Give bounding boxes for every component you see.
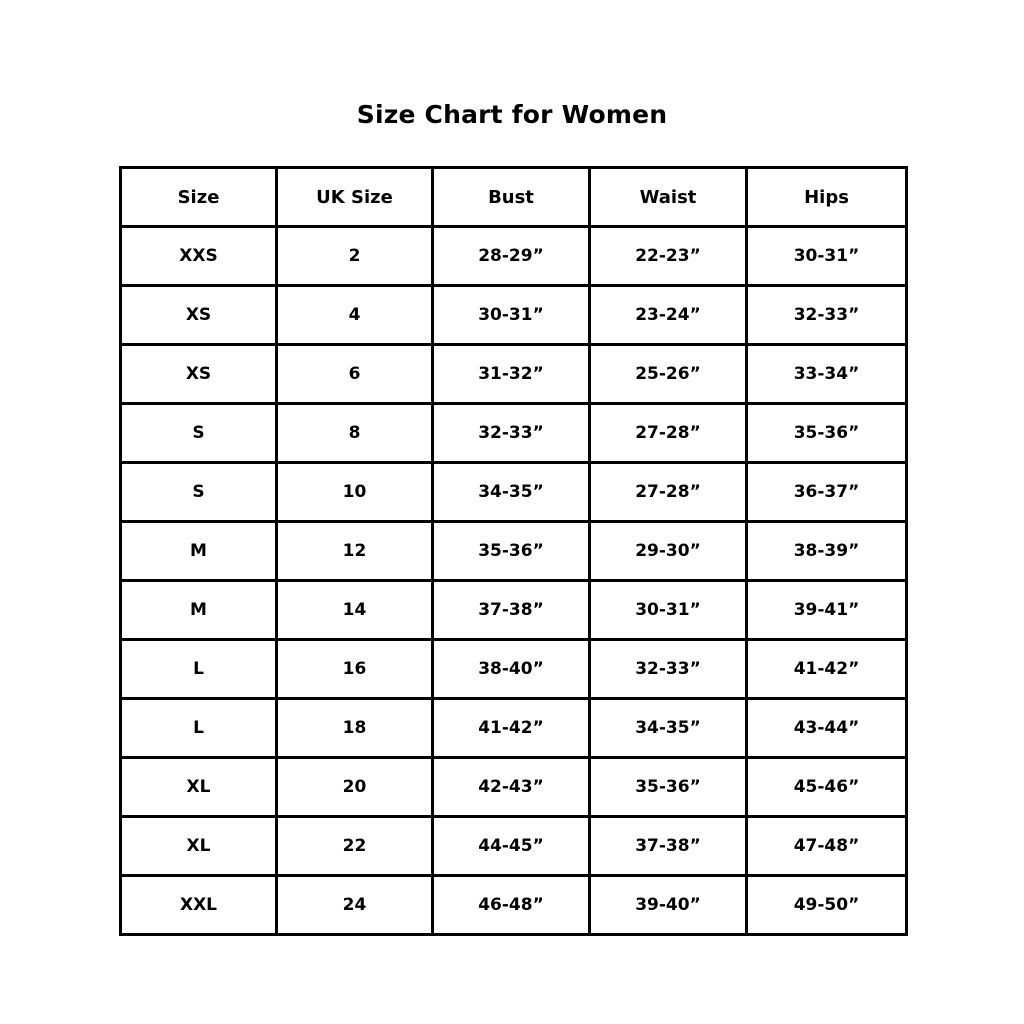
cell-hips: 41-42” bbox=[747, 640, 907, 699]
cell-size: L bbox=[121, 699, 277, 758]
table-row bbox=[121, 581, 907, 640]
cell-uk-size: 24 bbox=[277, 876, 433, 935]
cell-waist: 25-26” bbox=[590, 345, 747, 404]
cell-hips: 49-50” bbox=[747, 876, 907, 935]
cell-bust: 46-48” bbox=[433, 876, 590, 935]
table-row bbox=[121, 817, 907, 876]
cell-hips: 38-39” bbox=[747, 522, 907, 581]
table-header-row bbox=[121, 168, 907, 227]
cell-uk-size: 12 bbox=[277, 522, 433, 581]
cell-uk-size: 20 bbox=[277, 758, 433, 817]
cell-hips: 45-46” bbox=[747, 758, 907, 817]
cell-bust: 44-45” bbox=[433, 817, 590, 876]
cell-size: S bbox=[121, 463, 277, 522]
cell-size: L bbox=[121, 640, 277, 699]
cell-hips: 30-31” bbox=[747, 227, 907, 286]
cell-size: XS bbox=[121, 286, 277, 345]
table-header bbox=[121, 168, 907, 227]
cell-waist: 22-23” bbox=[590, 227, 747, 286]
cell-uk-size: 4 bbox=[277, 286, 433, 345]
cell-uk-size: 22 bbox=[277, 817, 433, 876]
cell-uk-size: 6 bbox=[277, 345, 433, 404]
cell-bust: 38-40” bbox=[433, 640, 590, 699]
cell-bust: 37-38” bbox=[433, 581, 590, 640]
cell-hips: 32-33” bbox=[747, 286, 907, 345]
cell-waist: 34-35” bbox=[590, 699, 747, 758]
cell-hips: 39-41” bbox=[747, 581, 907, 640]
cell-waist: 37-38” bbox=[590, 817, 747, 876]
cell-waist: 29-30” bbox=[590, 522, 747, 581]
cell-waist: 27-28” bbox=[590, 463, 747, 522]
table-row bbox=[121, 640, 907, 699]
cell-bust: 30-31” bbox=[433, 286, 590, 345]
cell-size: XXL bbox=[121, 876, 277, 935]
cell-hips: 36-37” bbox=[747, 463, 907, 522]
cell-hips: 35-36” bbox=[747, 404, 907, 463]
cell-bust: 28-29” bbox=[433, 227, 590, 286]
cell-uk-size: 18 bbox=[277, 699, 433, 758]
cell-bust: 31-32” bbox=[433, 345, 590, 404]
cell-bust: 42-43” bbox=[433, 758, 590, 817]
cell-size: XL bbox=[121, 817, 277, 876]
table-row bbox=[121, 286, 907, 345]
table-row bbox=[121, 345, 907, 404]
size-chart-table-container bbox=[119, 166, 905, 936]
cell-size: XXS bbox=[121, 227, 277, 286]
table-row bbox=[121, 404, 907, 463]
cell-bust: 35-36” bbox=[433, 522, 590, 581]
column-header-uk-size: UK Size bbox=[277, 168, 433, 227]
column-header-waist: Waist bbox=[590, 168, 747, 227]
cell-size: XS bbox=[121, 345, 277, 404]
cell-waist: 27-28” bbox=[590, 404, 747, 463]
cell-uk-size: 2 bbox=[277, 227, 433, 286]
column-header-size: Size bbox=[121, 168, 277, 227]
column-header-bust: Bust bbox=[433, 168, 590, 227]
table-row bbox=[121, 758, 907, 817]
size-chart-table bbox=[119, 166, 908, 936]
table-row bbox=[121, 522, 907, 581]
cell-waist: 32-33” bbox=[590, 640, 747, 699]
cell-waist: 30-31” bbox=[590, 581, 747, 640]
cell-waist: 35-36” bbox=[590, 758, 747, 817]
cell-uk-size: 10 bbox=[277, 463, 433, 522]
cell-waist: 39-40” bbox=[590, 876, 747, 935]
table-row bbox=[121, 227, 907, 286]
cell-hips: 33-34” bbox=[747, 345, 907, 404]
cell-size: S bbox=[121, 404, 277, 463]
table-body bbox=[121, 227, 907, 935]
cell-size: XL bbox=[121, 758, 277, 817]
column-header-hips: Hips bbox=[747, 168, 907, 227]
cell-waist: 23-24” bbox=[590, 286, 747, 345]
cell-uk-size: 8 bbox=[277, 404, 433, 463]
table-row bbox=[121, 876, 907, 935]
cell-bust: 32-33” bbox=[433, 404, 590, 463]
cell-size: M bbox=[121, 522, 277, 581]
cell-hips: 47-48” bbox=[747, 817, 907, 876]
table-row bbox=[121, 463, 907, 522]
cell-hips: 43-44” bbox=[747, 699, 907, 758]
table-row bbox=[121, 699, 907, 758]
cell-bust: 34-35” bbox=[433, 463, 590, 522]
cell-size: M bbox=[121, 581, 277, 640]
page-title: Size Chart for Women bbox=[356, 100, 668, 129]
cell-bust: 41-42” bbox=[433, 699, 590, 758]
cell-uk-size: 16 bbox=[277, 640, 433, 699]
cell-uk-size: 14 bbox=[277, 581, 433, 640]
